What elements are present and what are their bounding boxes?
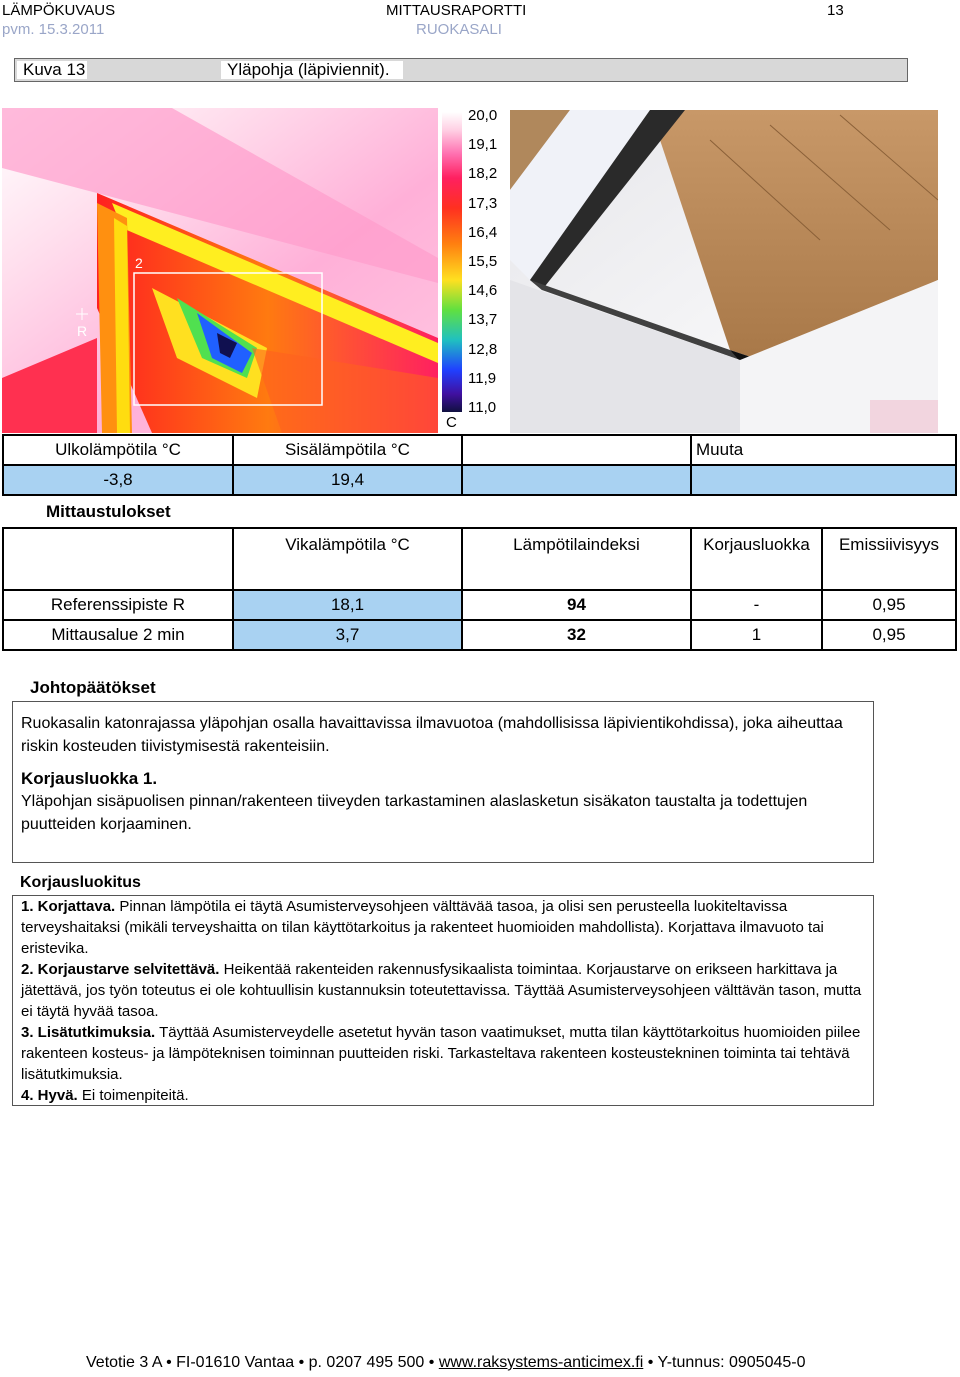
- bullet-icon: •: [647, 1354, 658, 1371]
- temp-index-header: Lämpötilaindeksi: [462, 528, 691, 590]
- conclusions-text: Ruokasalin katonrajassa yläpohjan osalla havaittavissa ilmavuotoa (mahdollisissa läpivientikohdissa), joka aiheuttaa riskin kosteuden tiivistymisestä rakenteisiin.: [21, 715, 843, 755]
- row-label: Mittausalue 2 min: [3, 620, 233, 650]
- class-item-4: [21, 1085, 865, 1106]
- conclusions-class-text: Yläpohjan sisäpuolisen pinnan/rakenteen tiiveyden tarkastaminen alaslasketun sisäkaton taustalta ja todettujen puutteiden korjaaminen.: [21, 793, 808, 833]
- emissivity-value: 0,95: [822, 590, 956, 620]
- repair-class-value: -: [691, 590, 822, 620]
- footer-phone: p. 0207 495 500: [308, 1354, 425, 1371]
- area-label: 2: [135, 255, 143, 271]
- reference-photo: [510, 110, 938, 433]
- results-corner: [3, 528, 233, 590]
- scale-tick: 14,6: [468, 282, 498, 300]
- conclusions-class-title: Korjausluokka 1.: [21, 769, 158, 788]
- table-row: [3, 620, 956, 650]
- report-type: LÄMPÖKUVAUS: [2, 2, 116, 19]
- class-item-head: 2. Korjaustarve selvitettävä.: [21, 961, 220, 978]
- caption-label: Kuva 13: [17, 61, 87, 79]
- class-item-text: Täyttää Asumisterveydelle asetetut hyvän tason vaatimukset, mutta tilan käyttötarkoitus huomioiden piilee rakenteen kosteus- ja lämpöteknisen toiminnan puutteiden riski. Tarkasteltava rakenteen kosteustekninen toiminta tai tehtävä lisätutkimuksia.: [21, 1024, 861, 1083]
- results-title: Mittaustulokset: [46, 502, 171, 521]
- report-date: pvm. 15.3.2011: [2, 21, 105, 38]
- class-item-text: Ei toimenpiteitä.: [77, 1087, 189, 1104]
- class-item-3: [21, 1022, 865, 1085]
- photo-graphic: [510, 110, 938, 433]
- scale-tick: 20,0: [468, 107, 498, 124]
- class-item-text: Pinnan lämpötila ei täytä Asumisterveysohjeen välttävää tasoa, ja olisi sen perusteella luokiteltavissa terveyshaitaksi (mikäli terveyshaitta on tilan käyttötarkoitus ja rakenteet huomioiden mahdollista). Korjattava ilmavuoto tai eristevika.: [21, 898, 824, 957]
- scale-tick: 11,9: [468, 369, 497, 387]
- classes-box: [12, 895, 874, 1106]
- footer-city: FI-01610 Vantaa: [176, 1354, 295, 1371]
- bullet-icon: •: [298, 1354, 309, 1371]
- defect-temp-value: 18,1: [233, 590, 462, 620]
- temp-index-value: 32: [462, 620, 691, 650]
- class-item-text: Heikentää rakenteiden rakennusfysikaalista toimintaa. Korjaustarve on erikseen harkittava ja jätettävä, jos työn toteutus ei ole kohtuullisin kustannuksin toteutettavissa. Täyttää Asumisterveysohjeen välttävän tason, mutta ei täytä hyvää tasoa.: [21, 961, 862, 1020]
- spot-label: R: [77, 323, 88, 339]
- footer-website-link[interactable]: www.raksystems-anticimex.fi: [438, 1354, 644, 1371]
- scale-tick: 11,0: [468, 399, 497, 416]
- class-item-1: [21, 896, 865, 959]
- class-item-head: 1. Korjattava.: [21, 898, 116, 915]
- scale-unit: C: [446, 414, 457, 431]
- scale-tick: 18,2: [468, 165, 498, 183]
- scale-tick: 12,8: [468, 340, 498, 358]
- conditions-table: [2, 434, 957, 496]
- page-number: 13: [827, 2, 844, 19]
- indoor-temp-header: Sisälämpötila °C: [233, 435, 462, 465]
- scale-tick: 16,4: [468, 223, 498, 241]
- conditions-blank-value: [462, 465, 691, 495]
- classes-title: Korjausluokitus: [20, 874, 141, 891]
- class-item-head: 4. Hyvä.: [21, 1087, 78, 1104]
- repair-class-value: 1: [691, 620, 822, 650]
- scale-gradient: [442, 112, 462, 412]
- conclusions-title: Johtopäätökset: [30, 678, 156, 697]
- temperature-scale: [440, 108, 508, 433]
- other-header: Muuta: [691, 435, 956, 465]
- repair-class-header: Korjausluokka: [691, 528, 822, 590]
- defect-temp-header: Vikalämpötila °C: [233, 528, 462, 590]
- class-item-head: 3. Lisätutkimuksia.: [21, 1024, 156, 1041]
- bullet-icon: •: [428, 1354, 439, 1371]
- thermal-image: [2, 108, 438, 433]
- class-item-2: [21, 959, 865, 1022]
- scale-tick: 19,1: [468, 136, 498, 154]
- thermal-graphic: [2, 108, 438, 433]
- scale-tick: 17,3: [468, 194, 498, 212]
- temp-index-value: 94: [462, 590, 691, 620]
- footer-business-id: Y-tunnus: 0905045-0: [657, 1354, 806, 1371]
- indoor-temp-value: 19,4: [233, 465, 462, 495]
- conditions-blank-header: [462, 435, 691, 465]
- conclusions-box: [12, 701, 874, 863]
- room-name: RUOKASALI: [416, 21, 502, 38]
- emissivity-header: Emissiivisyys: [822, 528, 956, 590]
- table-row: [3, 590, 956, 620]
- outdoor-temp-value: -3,8: [3, 465, 233, 495]
- results-table: [2, 527, 957, 651]
- scale-tick: 13,7: [468, 311, 498, 329]
- scale-tick: 15,5: [468, 253, 498, 270]
- report-title: MITTAUSRAPORTTI: [386, 2, 527, 19]
- caption-bar: [14, 58, 908, 82]
- caption-text: Yläpohja (läpiviennit).: [221, 61, 403, 79]
- footer-address: Vetotie 3 A: [86, 1354, 162, 1371]
- defect-temp-value: 3,7: [233, 620, 462, 650]
- emissivity-value: 0,95: [822, 620, 956, 650]
- other-value: [691, 465, 956, 495]
- footer: [86, 1354, 806, 1372]
- outdoor-temp-header: Ulkolämpötila °C: [3, 435, 233, 465]
- bullet-icon: •: [166, 1354, 177, 1371]
- row-label: Referenssipiste R: [3, 590, 233, 620]
